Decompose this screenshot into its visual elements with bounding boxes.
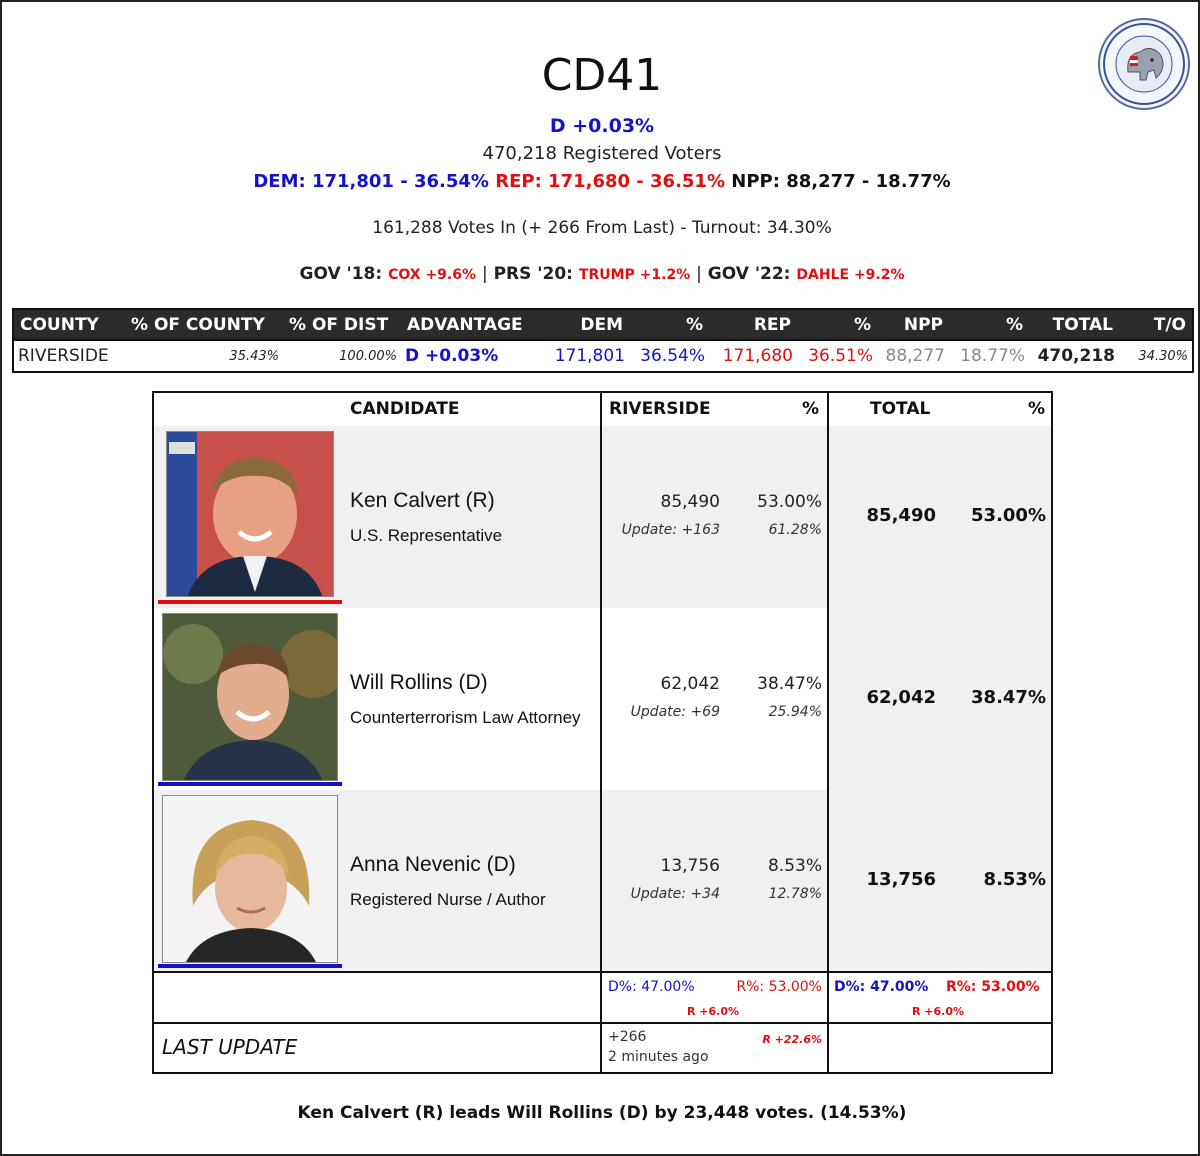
total-pct: 38.47%: [971, 687, 1046, 708]
col-dem-pct: %: [629, 309, 709, 340]
candidate-photo-nevenic: [162, 795, 338, 963]
candidate-photo-calvert: [166, 431, 334, 597]
col-county: COUNTY: [13, 309, 125, 340]
header-candidate: CANDIDATE: [350, 399, 460, 419]
gov22-value: DAHLE +9.2%: [796, 267, 905, 283]
header-total: TOTAL: [870, 399, 931, 419]
candidate-name: Ken Calvert (R): [350, 489, 495, 512]
rep-value: 171,680: [709, 340, 797, 372]
county-pct: 8.53%: [767, 856, 822, 876]
last-update-swing: R +22.6%: [762, 1033, 822, 1046]
pct-of-dist: 100.00%: [283, 340, 401, 372]
prs20-label: PRS '20:: [493, 264, 573, 284]
separator: |: [696, 264, 702, 284]
candidate-photo-rollins: [162, 613, 338, 781]
update-pct: 61.28%: [768, 522, 822, 538]
gov22-label: GOV '22:: [707, 264, 791, 284]
dem-value: 171,801: [541, 340, 629, 372]
col-turnout: T/O: [1119, 309, 1193, 340]
history-line: [2, 264, 1200, 284]
dem-registration: DEM: 171,801 - 36.54%: [253, 171, 489, 192]
total-dem-share: D%: 47.00%: [834, 979, 929, 995]
advantage-value: D +0.03%: [401, 340, 541, 372]
party-underline: [158, 964, 342, 968]
votes-in-line: 161,288 Votes In (+ 266 From Last) - Turnout: 34.30%: [372, 218, 832, 238]
header-county: RIVERSIDE: [609, 399, 711, 419]
npp-pct-value: 18.77%: [949, 340, 1029, 372]
col-dem: DEM: [541, 309, 629, 340]
update-pct: 12.78%: [768, 886, 822, 902]
total-rep-share: R%: 53.00%: [946, 979, 1040, 995]
lead-summary: Ken Calvert (R) leads Will Rollins (D) by 23,448 votes. (14.53%): [297, 1103, 907, 1123]
county-votes: 85,490: [660, 492, 720, 512]
county-name: RIVERSIDE: [13, 340, 125, 372]
county-votes: 13,756: [660, 856, 720, 876]
candidate-office: Registered Nurse / Author: [350, 890, 546, 909]
total-votes: 85,490: [866, 505, 936, 526]
rep-pct-value: 36.51%: [797, 340, 877, 372]
party-underline: [158, 782, 342, 786]
candidate-results: [152, 391, 1053, 1074]
total-pct: 53.00%: [971, 505, 1046, 526]
county-table-header: [13, 309, 1193, 340]
col-advantage: ADVANTAGE: [401, 309, 541, 340]
total-value: 470,218: [1029, 340, 1119, 372]
col-pct-dist: % OF DIST: [283, 309, 401, 340]
party-underline: [158, 600, 342, 604]
candidate-office: U.S. Representative: [350, 526, 503, 545]
rep-registration: REP: 171,680 - 36.51%: [495, 171, 725, 192]
party-registration: [2, 171, 1200, 192]
candidate-name: Will Rollins (D): [350, 671, 488, 694]
col-npp: NPP: [877, 309, 949, 340]
total-votes: 13,756: [866, 869, 936, 890]
separator: |: [481, 264, 488, 284]
registered-voters: 470,218 Registered Voters: [482, 143, 722, 164]
county-dem-share: D%: 47.00%: [608, 979, 695, 995]
update-delta: Update: +163: [621, 522, 720, 538]
pct-of-county: 35.43%: [125, 340, 283, 372]
county-pct: 53.00%: [757, 492, 822, 512]
col-rep: REP: [709, 309, 797, 340]
total-edge: R +6.0%: [912, 1005, 965, 1018]
county-rep-share: R%: 53.00%: [736, 979, 822, 995]
col-pct-county: % OF COUNTY: [125, 309, 283, 340]
district-margin: D +0.03%: [549, 115, 655, 137]
last-update-label: LAST UPDATE: [162, 1035, 298, 1059]
update-pct: 25.94%: [768, 704, 822, 720]
total-pct: 8.53%: [983, 869, 1046, 890]
header-pct: %: [802, 399, 820, 419]
turnout-value: 34.30%: [1119, 340, 1193, 372]
county-pct: 38.47%: [757, 674, 822, 694]
npp-registration: NPP: 88,277 - 18.77%: [731, 171, 951, 192]
candidate-name: Anna Nevenic (D): [350, 853, 516, 876]
prs20-value: TRUMP +1.2%: [578, 267, 691, 283]
col-npp-pct: %: [949, 309, 1029, 340]
gov18-value: COX +9.6%: [388, 267, 477, 283]
last-update-ago: 2 minutes ago: [608, 1049, 709, 1065]
col-total: TOTAL: [1029, 309, 1119, 340]
dem-pct-value: 36.54%: [629, 340, 709, 372]
header-total-pct: %: [1028, 399, 1046, 419]
npp-value: 88,277: [877, 340, 949, 372]
last-update-delta: +266: [608, 1029, 647, 1045]
table-row: [13, 340, 1193, 372]
total-votes: 62,042: [866, 687, 936, 708]
update-delta: Update: +34: [630, 886, 720, 902]
candidate-office: Counterterrorism Law Attorney: [350, 708, 581, 727]
county-votes: 62,042: [660, 674, 720, 694]
update-delta: Update: +69: [630, 704, 720, 720]
county-edge: R +6.0%: [687, 1005, 740, 1018]
col-rep-pct: %: [797, 309, 877, 340]
gov18-label: GOV '18:: [299, 264, 383, 284]
county-table: [12, 308, 1194, 373]
page-title: CD41: [541, 50, 663, 101]
